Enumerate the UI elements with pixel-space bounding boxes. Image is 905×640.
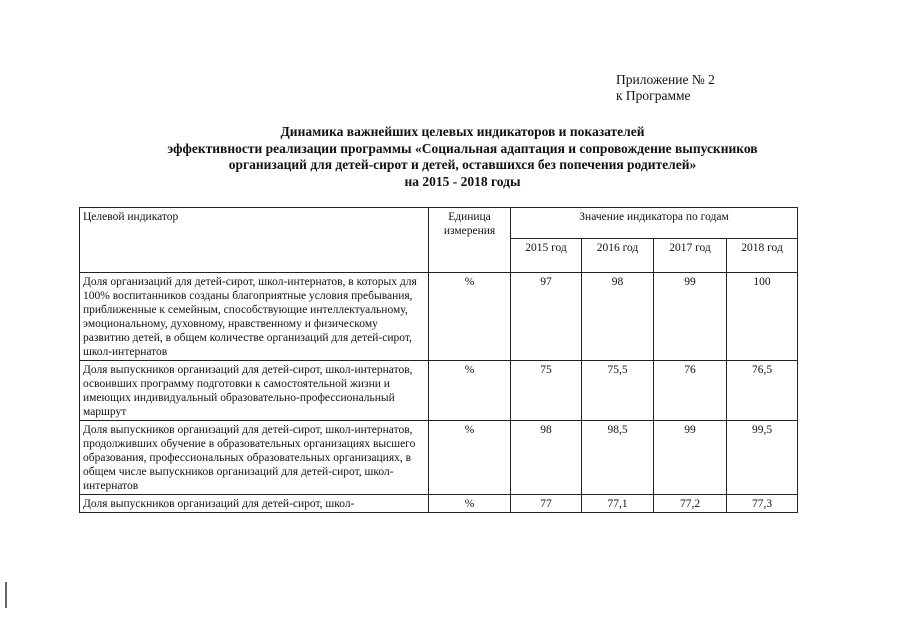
table-row	[80, 361, 798, 421]
title-line-2: эффективности реализации программы «Социальная адаптация и сопровождение выпускников	[167, 140, 758, 156]
title-line-3: организаций для детей-сирот и детей, оставшихся без попечения родителей»	[228, 157, 697, 172]
header-unit: Единица измерения	[429, 208, 511, 273]
annex-reference	[616, 72, 715, 104]
row-value-2016: 98,5	[582, 421, 654, 495]
row-value-2015: 98	[511, 421, 582, 495]
scan-edge-mark	[5, 582, 7, 608]
row-unit: %	[429, 421, 511, 495]
row-indicator: Доля выпускников организаций для детей-сирот, школ-интернатов, освоивших программу подготовки к самостоятельной жизни и имеющих индивидуальный образовательно-профессиональный маршрут	[80, 361, 429, 421]
row-value-2017: 99	[654, 421, 727, 495]
table-row	[80, 495, 798, 513]
row-indicator: Доля выпускников организаций для детей-сирот, школ-	[80, 495, 429, 513]
row-value-2016: 98	[582, 273, 654, 361]
row-value-2015: 75	[511, 361, 582, 421]
table-row	[80, 273, 798, 361]
table-header-row	[80, 208, 798, 239]
row-unit: %	[429, 361, 511, 421]
title-line-4: на 2015 - 2018 годы	[404, 173, 521, 189]
row-value-2018: 76,5	[727, 361, 798, 421]
header-year-2016: 2016 год	[582, 239, 654, 273]
row-value-2016: 75,5	[582, 361, 654, 421]
header-year-2017: 2017 год	[654, 239, 727, 273]
row-value-2018: 100	[727, 273, 798, 361]
header-indicator: Целевой индикатор	[80, 208, 429, 273]
row-value-2018: 77,3	[727, 495, 798, 513]
row-value-2015: 97	[511, 273, 582, 361]
table-row	[80, 421, 798, 495]
row-value-2017: 99	[654, 273, 727, 361]
title-line-1: Динамика важнейших целевых индикаторов и показателей	[280, 124, 645, 139]
annex-number: Приложение № 2	[616, 72, 715, 87]
header-values-by-year: Значение индикатора по годам	[511, 208, 798, 239]
document-title	[90, 124, 835, 190]
indicators-table	[79, 207, 798, 513]
row-value-2018: 99,5	[727, 421, 798, 495]
row-value-2016: 77,1	[582, 495, 654, 513]
row-value-2017: 76	[654, 361, 727, 421]
header-year-2015: 2015 год	[511, 239, 582, 273]
annex-program: к Программе	[616, 88, 691, 103]
row-unit: %	[429, 495, 511, 513]
row-indicator: Доля организаций для детей-сирот, школ-интернатов, в которых для 100% воспитанников созданы благоприятные условия пребывания, приближенные к семейным, способствующие интеллектуальному, эмоциональному, духовному, нравственному и физическому развитию детей, в общем количестве организаций для детей-сирот, школ-интернатов	[80, 273, 429, 361]
row-indicator: Доля выпускников организаций для детей-сирот, школ-интернатов, продолживших обучение в образовательных организациях высшего образования, профессиональных образовательных организациях, в общем числе выпускников организаций для детей-сирот, школ-интернатов	[80, 421, 429, 495]
row-value-2017: 77,2	[654, 495, 727, 513]
row-value-2015: 77	[511, 495, 582, 513]
row-unit: %	[429, 273, 511, 361]
header-year-2018: 2018 год	[727, 239, 798, 273]
